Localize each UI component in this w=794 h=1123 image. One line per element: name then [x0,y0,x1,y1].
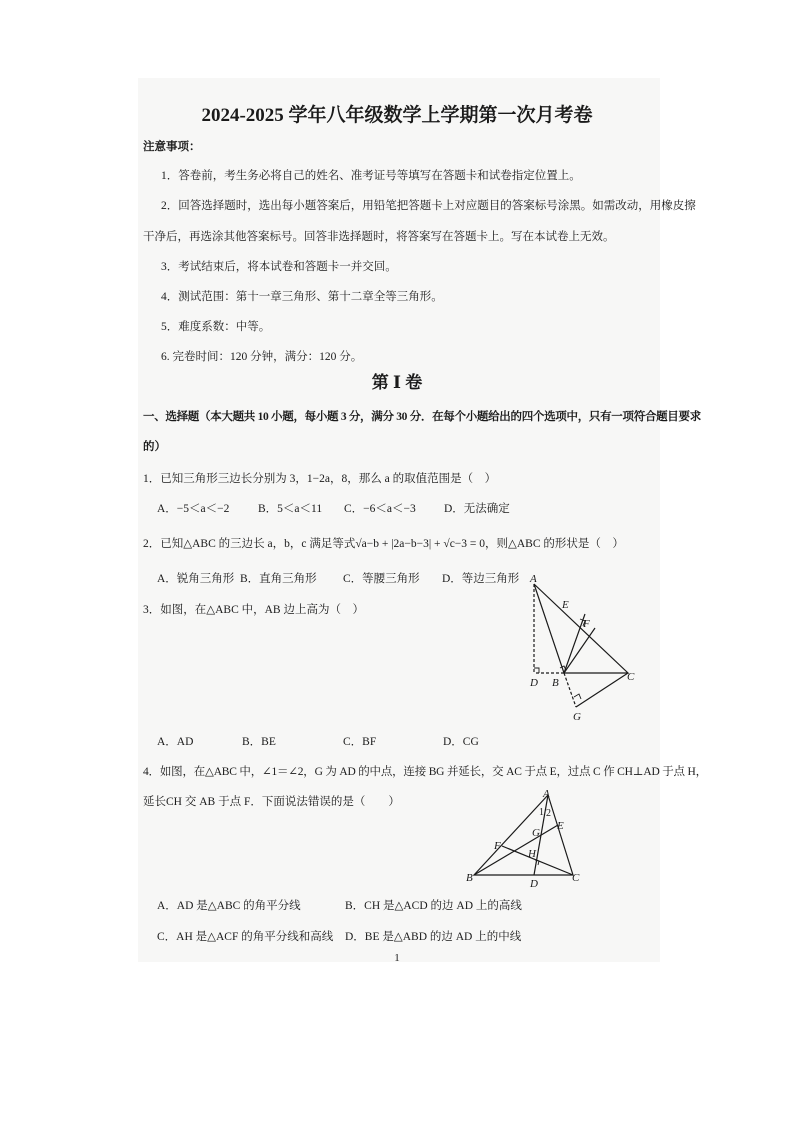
q4-stem-line2: 延长CH 交 AB 于点 F．下面说法错误的是（ ） [143,796,400,808]
q1-option-a: A．−5＜a＜−2 [157,503,230,515]
q1-option-c: C．−6＜a＜−3 [344,503,416,515]
notice-item-6: 6. 完卷时间：120 分钟，满分：120 分。 [161,351,363,363]
q3-label-g: G [573,711,581,723]
q2-option-b: B．直角三角形 [240,573,317,585]
q3-label-e: E [562,599,569,611]
q2-option-d: D．等边三角形 [442,573,520,585]
page-number: 1 [394,952,400,964]
volume-heading: 第 Ⅰ 卷 [371,373,423,392]
q2-stem [143,537,624,551]
q1-stem: 1．已知三角形三边长分别为 3，1−2a，8，那么 a 的取值范围是（ ） [143,473,497,485]
q2-option-a: A．锐角三角形 [157,573,235,585]
section-heading: 一、选择题（本大题共 10 小题，每小题 3 分，满分 30 分．在每个小题给出的四个选项中，只有一项符合题目要求 [143,411,701,423]
q3-label-f: F [583,618,590,630]
exam-title: 2024-2025 学年八年级数学上学期第一次月考卷 [201,105,593,126]
q2-option-c: C．等腰三角形 [343,573,420,585]
q1-option-b: B．5＜a＜11 [258,503,323,515]
notice-item-2: 2．回答选择题时，选出每小题答案后，用铅笔把答题卡上对应题目的答案标号涂黑。如需改动，用橡皮擦 [161,200,696,212]
q4-label-h: H [528,848,536,860]
q3-option-b: B．BE [242,736,276,748]
q3-option-d: D．CG [443,736,479,748]
q4-label-c: C [572,872,580,884]
q3-option-c: C．BF [343,736,377,748]
notice-item-5: 5．难度系数：中等。 [161,321,271,333]
q4-figure [462,783,592,893]
q4-option-d: D．BE 是△ABD 的边 AD 上的中线 [345,931,522,943]
q4-label-e: E [557,820,564,832]
q3-label-a: A [530,573,537,585]
notice-item-1: 1．答卷前，考生务必将自己的姓名、准考证号等填写在答题卡和试卷指定位置上。 [161,170,581,182]
q4-stem-line1: 4．如图，在△ABC 中，∠1＝∠2，G 为 AD 的中点，连接 BG 并延长，交 AC 于点 E，过点 C 作 CH⊥AD 于点 H， [143,766,707,778]
q3-option-a: A．AD [157,736,194,748]
q4-label-2: 2 [546,808,551,819]
q2-stem-suffix: ，则△ABC 的形状是（ ） [485,538,624,550]
q4-label-g: G [532,827,540,839]
q4-option-c: C．AH 是△ACF 的角平分线和高线 [157,931,334,943]
q3-label-c: C [627,671,635,683]
q4-option-b: B．CH 是△ACD 的边 AD 上的高线 [345,900,522,912]
q1-option-d: D．无法确定 [444,503,510,515]
q3-label-d: D [530,677,538,689]
q4-option-a: A．AD 是△ABC 的角平分线 [157,900,301,912]
q2-formula: √a−b + |2a−b−3| + √c−3 = 0 [355,538,486,550]
notice-heading: 注意事项： [143,141,201,153]
notice-item-3: 3．考试结束后，将本试卷和答题卡一并交回。 [161,261,397,273]
q3-label-b: B [552,677,559,689]
q4-label-b: B [466,872,473,884]
notice-item-4: 4．测试范围：第十一章三角形、第十二章全等三角形。 [161,291,443,303]
q4-label-1: 1 [539,807,544,818]
q2-stem-prefix: 2．已知△ABC 的三边长 a，b，c 满足等式 [143,538,356,550]
q3-stem: 3．如图，在△ABC 中，AB 边上高为（ ） [143,604,364,616]
q4-label-a: A [543,788,550,800]
q4-label-d: D [530,878,538,890]
q3-figure [520,570,645,730]
section-heading-cont: 的） [143,441,166,453]
q4-label-f: F [494,840,501,852]
notice-item-2-cont: 干净后，再选涂其他答案标号。回答非选择题时，将答案写在答题卡上。写在本试卷上无效。 [143,231,615,243]
